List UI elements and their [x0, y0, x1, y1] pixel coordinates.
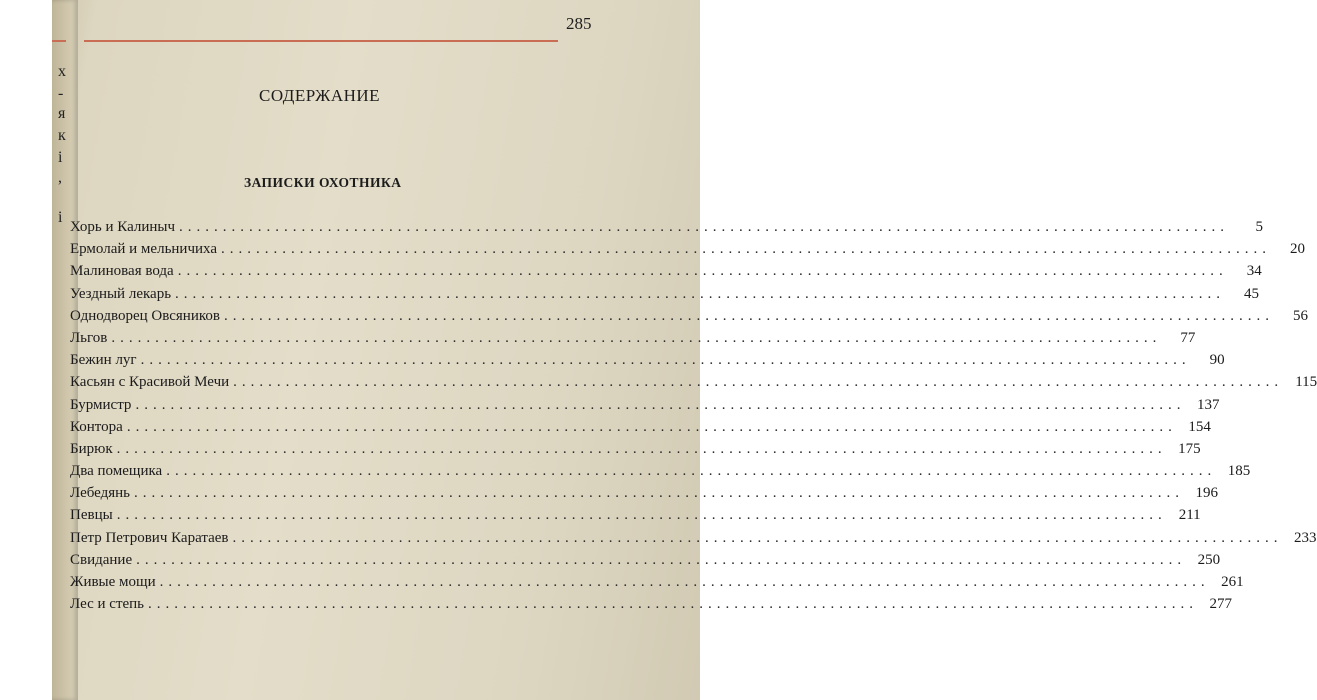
- previous-page-fragment: я: [58, 105, 66, 122]
- toc-entry: [70, 418, 1211, 441]
- toc-entry: [70, 352, 1225, 374]
- toc-entry: [70, 440, 1201, 463]
- toc-entry-page: 154: [1188, 418, 1211, 435]
- toc-leader-dots: ........................................................................................................................: [116, 507, 1167, 524]
- toc-leader-dots: ........................................................................................................................: [221, 241, 1271, 258]
- toc-entry-title: Льгов: [70, 329, 108, 346]
- header-rule: [84, 40, 558, 42]
- toc-leader-dots: ........................................................................................................................: [126, 418, 1177, 435]
- toc-entry-page: 250: [1197, 551, 1221, 568]
- toc-entry-page: 261: [1221, 574, 1244, 590]
- toc-entry-page: 211: [1178, 507, 1201, 524]
- toc-entry-title: Ермолай и мельничиха: [70, 241, 217, 258]
- toc-leader-dots: ........................................................................................................................: [166, 463, 1217, 480]
- previous-page-fragment: і: [58, 149, 63, 166]
- toc-entry-page: 77: [1180, 329, 1196, 346]
- toc-entry-page: 196: [1195, 485, 1219, 502]
- toc-entry-page: 277: [1209, 596, 1233, 613]
- toc-entry-title: Лес и степь: [70, 596, 145, 613]
- toc-leader-dots: ........................................................................................................................: [179, 219, 1230, 235]
- toc-entry-page: 137: [1196, 396, 1220, 413]
- toc-entry: [70, 241, 1305, 263]
- toc-leader-dots: ........................................................................................................................: [111, 329, 1162, 346]
- previous-page-fragment: ,: [58, 169, 62, 186]
- toc-leader-dots: ........................................................................................................................: [223, 307, 1274, 324]
- book-page-photo: [52, 0, 1317, 700]
- previous-page-fragment: -: [58, 85, 64, 102]
- toc-entry: [70, 551, 1221, 574]
- previous-page-fragment: х: [58, 63, 66, 80]
- toc-entry: [70, 596, 1233, 618]
- section-heading: ЗАПИСКИ ОХОТНИКА: [244, 175, 402, 190]
- toc-entry-title: Бирюк: [70, 440, 113, 457]
- toc-entry-page: 233: [1293, 529, 1317, 546]
- toc-entry-page: 90: [1209, 352, 1225, 369]
- toc-entry-title: Хорь и Калиныч: [70, 219, 176, 235]
- toc-entry: [70, 263, 1262, 285]
- toc-entry-title: Однодворец Овсяников: [70, 307, 220, 324]
- toc-leader-dots: ........................................................................................................................: [134, 485, 1185, 502]
- toc-entry-page: 34: [1246, 263, 1262, 280]
- toc-entry: [70, 463, 1251, 485]
- toc-entry-title: Свидание: [70, 551, 133, 568]
- toc-leader-dots: ........................................................................................................................: [175, 285, 1226, 302]
- toc-leader-dots: ........................................................................................................................: [177, 263, 1228, 280]
- toc-entry: [70, 219, 1264, 241]
- toc-leader-dots: ........................................................................................................................: [140, 352, 1191, 369]
- contents-heading: СОДЕРЖАНИЕ: [259, 86, 381, 105]
- toc-entry-title: Малиновая вода: [70, 263, 174, 280]
- toc-entry-title: Касьян с Красивой Мечи: [70, 374, 230, 391]
- toc-entry: [70, 285, 1260, 308]
- toc-entry-title: Петр Петрович Каратаев: [70, 529, 229, 546]
- toc-entry: [70, 374, 1317, 396]
- toc-leader-dots: ........................................................................................................................: [136, 551, 1187, 568]
- toc-leader-dots: ........................................................................................................................: [116, 440, 1167, 457]
- toc-entry-page: 115: [1295, 374, 1317, 391]
- toc-entry-page: 175: [1178, 440, 1201, 457]
- toc-entry-page: 56: [1292, 307, 1308, 324]
- toc-entry-title: Уездный лекарь: [70, 285, 172, 302]
- toc-entry-page: 20: [1290, 241, 1305, 258]
- toc-entry-title: Певцы: [70, 507, 113, 524]
- toc-entry-title: Живые мощи: [70, 574, 156, 590]
- toc-entry-page: 5: [1255, 219, 1264, 235]
- toc-entry: [70, 396, 1220, 419]
- toc-entry-title: Бежин луг: [70, 352, 137, 369]
- table-of-contents: [70, 219, 1317, 618]
- previous-page-fragment: і: [58, 209, 63, 226]
- toc-leader-dots: ........................................................................................................................: [232, 529, 1283, 546]
- toc-entry-page: 185: [1227, 463, 1251, 480]
- toc-entry-title: Лебедянь: [70, 485, 131, 502]
- toc-entry-page: 45: [1244, 285, 1260, 302]
- toc-entry-title: Два помещика: [70, 463, 163, 480]
- toc-entry: [70, 574, 1244, 596]
- previous-page-rule: [52, 40, 66, 42]
- toc-entry: [70, 507, 1201, 529]
- toc-leader-dots: ........................................................................................................................: [233, 374, 1284, 391]
- toc-entry: [70, 529, 1317, 552]
- toc-entry: [70, 329, 1196, 352]
- toc-entry-title: Бурмистр: [70, 396, 132, 413]
- toc-entry: [70, 307, 1308, 330]
- toc-leader-dots: ........................................................................................................................: [148, 596, 1199, 613]
- page-number: 285: [566, 14, 592, 33]
- previous-page-fragment: к: [58, 127, 66, 144]
- toc-entry: [70, 485, 1219, 507]
- toc-leader-dots: ........................................................................................................................: [159, 574, 1210, 590]
- toc-leader-dots: ........................................................................................................................: [135, 396, 1186, 413]
- toc-entry-title: Контора: [70, 418, 123, 435]
